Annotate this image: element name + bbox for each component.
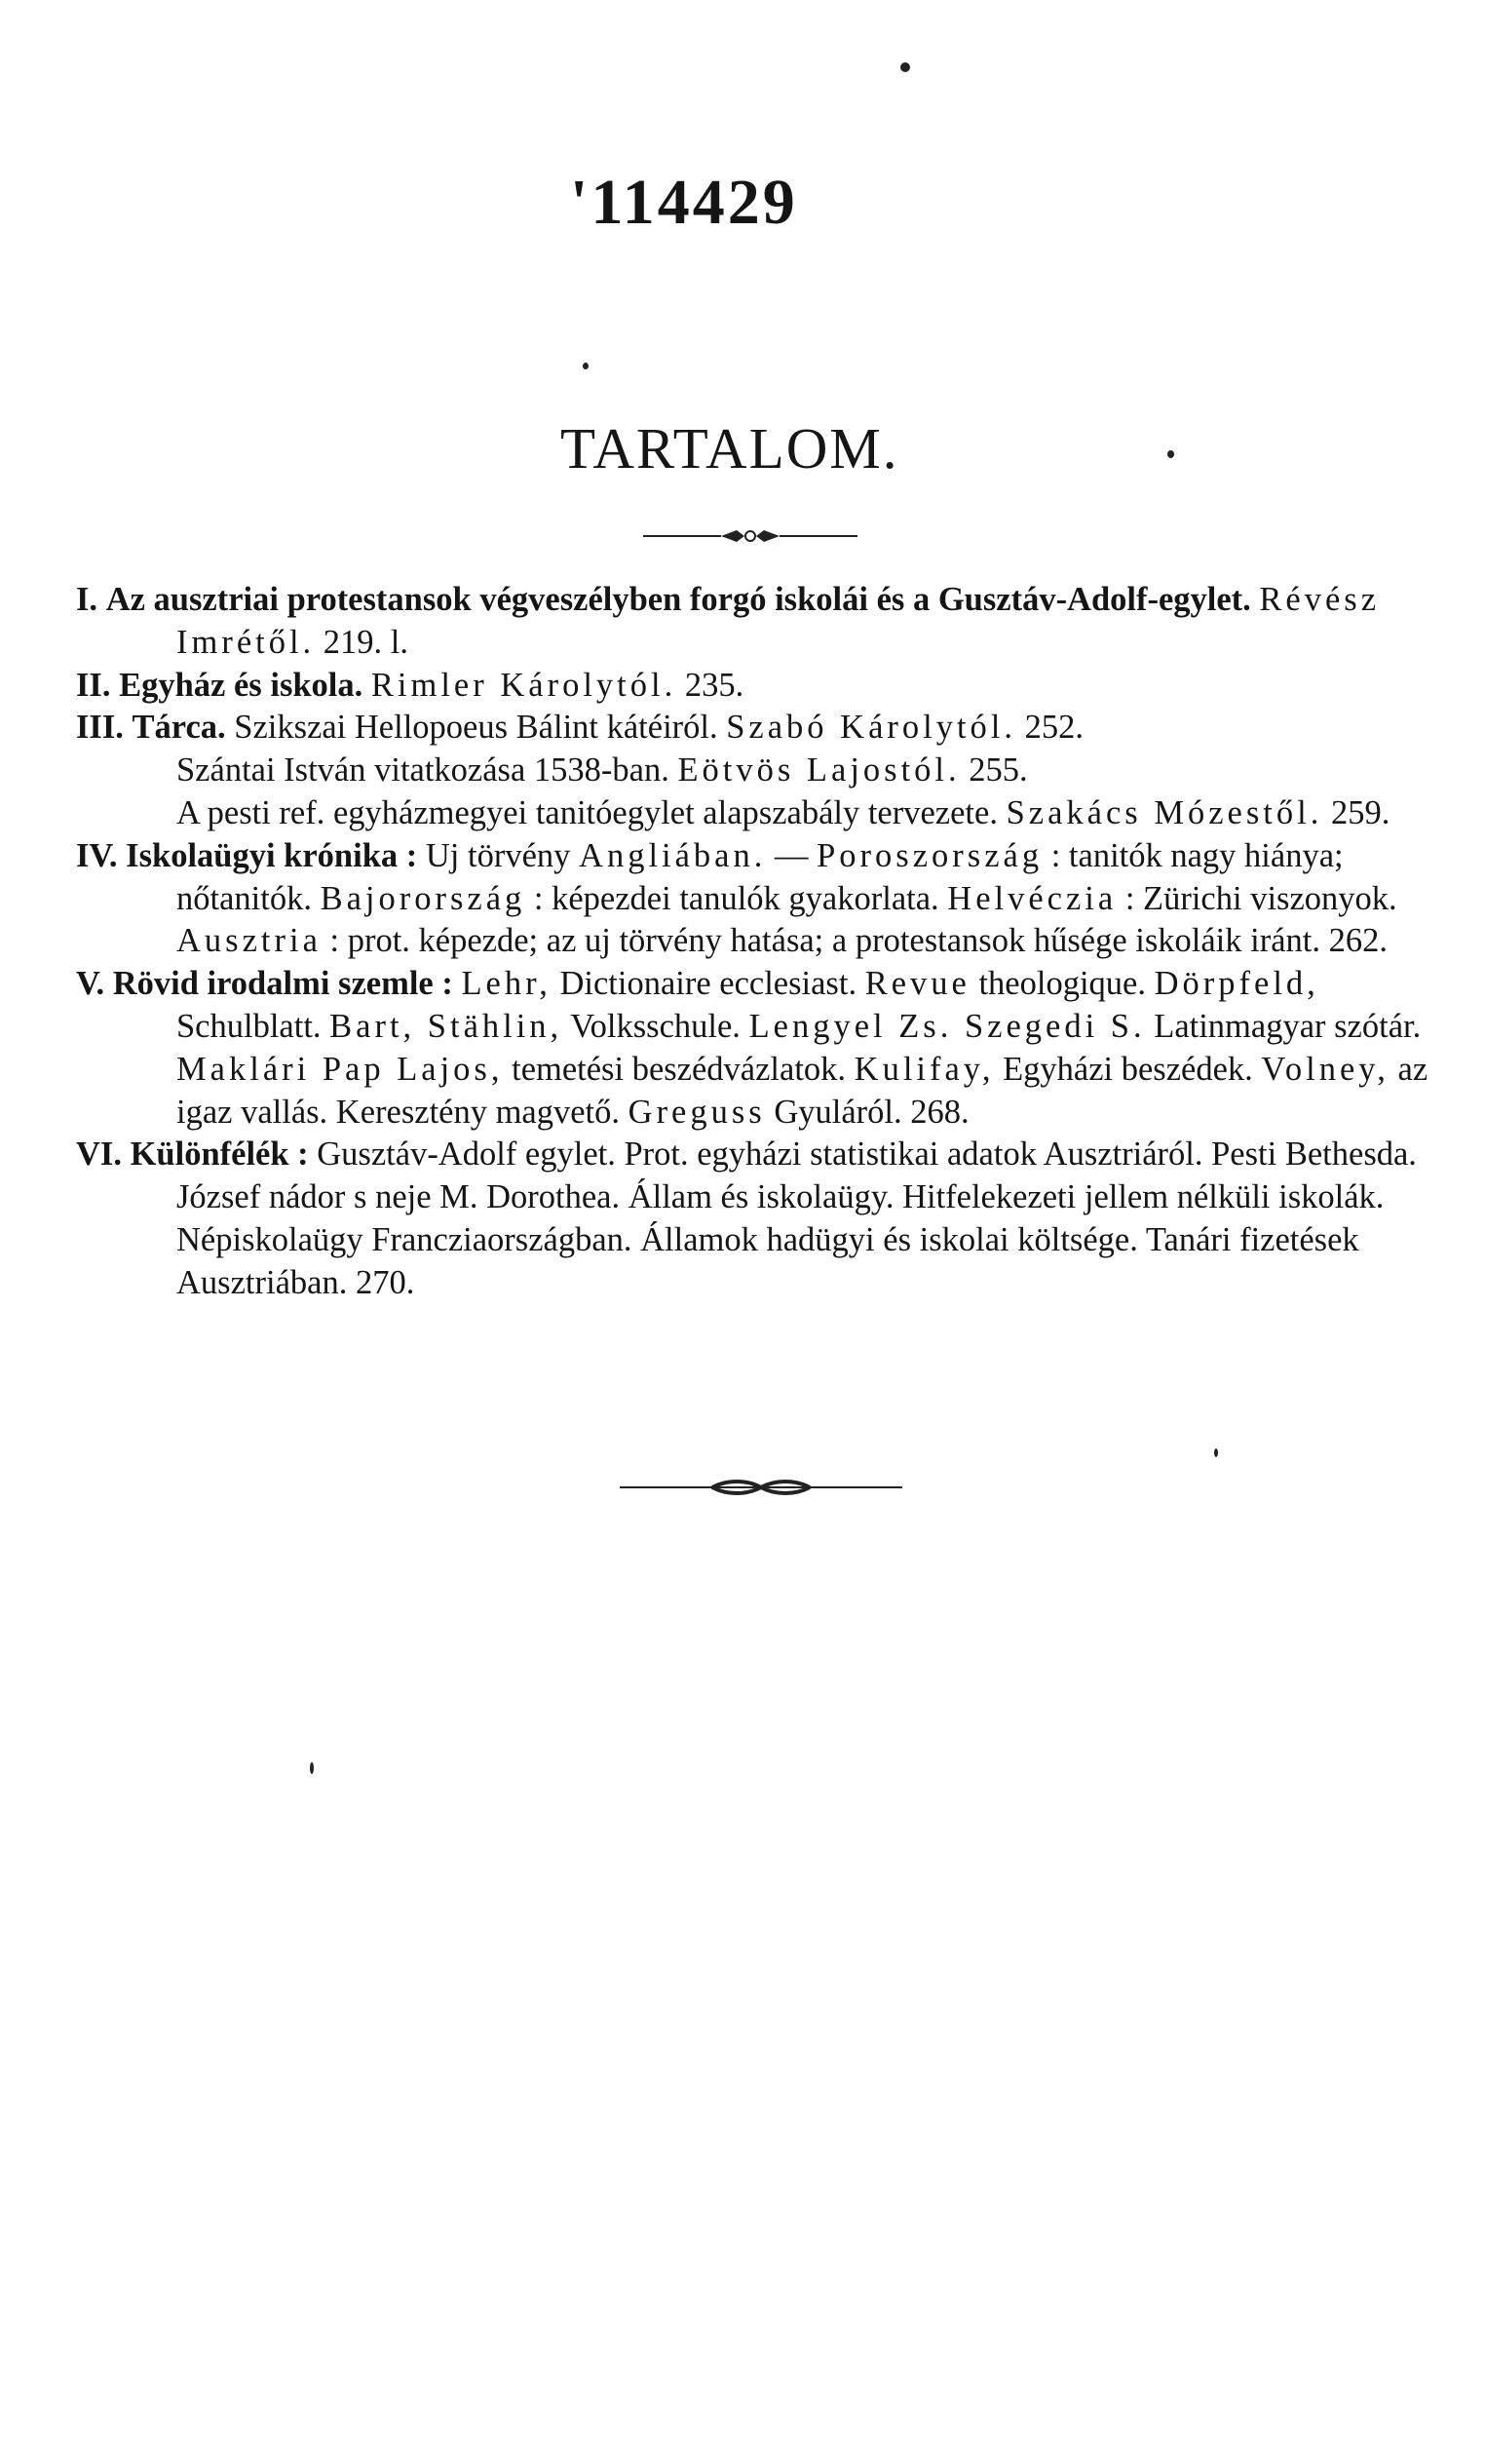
spaced-name: Angliában. bbox=[579, 836, 767, 874]
spaced-name: Poroszország bbox=[817, 836, 1044, 874]
entry-number: IV. bbox=[76, 836, 118, 874]
entry-item-author: Eötvös Lajostól. bbox=[677, 751, 961, 789]
entry-heading: Tárca. bbox=[132, 709, 226, 747]
entry-item-page: 259. bbox=[1330, 793, 1390, 831]
entry-author: Rimler Károlytól. bbox=[370, 666, 677, 704]
entry-body bbox=[176, 1136, 1417, 1300]
entry-text: Gyuláról. 268. bbox=[765, 1093, 970, 1131]
ink-speck bbox=[1167, 450, 1174, 458]
toc-entry-3 bbox=[76, 707, 1435, 750]
entry-text: Uj törvény bbox=[425, 836, 580, 874]
toc-entry-6 bbox=[76, 1134, 1435, 1304]
entry-text: : Zürichi viszonyok. bbox=[1117, 879, 1397, 917]
spaced-name: Dörpfeld, bbox=[1154, 965, 1319, 1003]
toc-entry-2 bbox=[76, 665, 1435, 708]
entry-text: Egyházi beszédek. bbox=[994, 1050, 1262, 1088]
page-title: TARTALOM. bbox=[560, 416, 899, 481]
spaced-name: Bart, Stählin, bbox=[329, 1007, 563, 1045]
spaced-name: Helvéczia bbox=[947, 879, 1118, 917]
entry-item-page: 252. bbox=[1024, 709, 1085, 747]
title-ornament bbox=[643, 524, 857, 548]
entry-text: Schulblatt. bbox=[176, 1007, 330, 1045]
toc-entry-3-item-3 bbox=[76, 792, 1435, 835]
toc-entry-5 bbox=[76, 963, 1435, 1134]
entry-heading: Az ausztriai protestansok végveszélyben forgó iskolái és a Gusztáv-Adolf-egylet. bbox=[105, 581, 1251, 618]
ink-speck bbox=[310, 1762, 314, 1774]
entry-number: VI. bbox=[76, 1136, 122, 1174]
entry-heading: Iskolaügyi krónika : bbox=[126, 836, 418, 874]
entry-text: — bbox=[766, 836, 818, 874]
entry-number: V. bbox=[76, 965, 105, 1003]
entry-heading: Rövid irodalmi szemle : bbox=[112, 965, 453, 1003]
toc-entry-4 bbox=[76, 835, 1435, 963]
ink-speck bbox=[900, 62, 910, 72]
entry-text: : prot. képezde; az uj törvény hatása; a protestansok hűsége iskoláik iránt. 262. bbox=[321, 922, 1388, 960]
entry-item-text: Szikszai Hellopoeus Bálint kátéiról. bbox=[234, 709, 718, 747]
entry-item-page: 255. bbox=[969, 751, 1028, 789]
entry-page: 219. l. bbox=[323, 623, 409, 661]
closing-ornament bbox=[620, 1478, 902, 1497]
spaced-name: Bajorország bbox=[320, 879, 526, 917]
spaced-name: Lehr, bbox=[461, 965, 552, 1003]
entry-number: I. bbox=[76, 581, 98, 618]
entry-text: Latinmagyar szótár. bbox=[1145, 1007, 1422, 1045]
ink-speck bbox=[583, 363, 589, 369]
spaced-name: Greguss bbox=[628, 1093, 766, 1131]
ink-speck bbox=[1214, 1448, 1218, 1457]
entry-item-text: A pesti ref. egyházmegyei tanitóegylet alapszabály tervezete. bbox=[176, 793, 998, 831]
table-of-contents bbox=[76, 579, 1435, 1305]
entry-text: theologique. bbox=[970, 965, 1155, 1003]
entry-number: II. bbox=[76, 666, 111, 704]
entry-text: : tanitók nagy hiánya; nőtanitók. bbox=[176, 836, 1344, 917]
entry-text: az igaz vallás. Keresztény magvető. bbox=[176, 1050, 1428, 1131]
catalog-number: '114429 bbox=[570, 167, 798, 238]
spaced-name: Volney, bbox=[1261, 1050, 1390, 1088]
spaced-name: Lengyel Zs. Szegedi S. bbox=[748, 1007, 1146, 1045]
entry-text: temetési beszédvázlatok. bbox=[503, 1050, 855, 1088]
entry-text: Dictionaire ecclesiast. bbox=[551, 965, 865, 1003]
entry-item-author: Szakács Mózestől. bbox=[1006, 793, 1323, 831]
spaced-name: Revue bbox=[864, 965, 971, 1003]
spaced-name: Maklári Pap Lajos, bbox=[176, 1050, 504, 1088]
spaced-name: Ausztria bbox=[176, 922, 322, 960]
entry-text: : képezdei tanulók gyakorlata. bbox=[525, 879, 948, 917]
entry-text: Gusztáv-Adolf egylet. Prot. egyházi statistikai adatok Ausztriáról. Pesti Bethesda. József nádor s neje M. Dorothea. Állam és iskolaügy. Hitfelekezeti jellem nélküli iskolák. Népiskolaügy Francziaországban. Államok hadügyi és iskolai költsége. Tanári fizetések Ausztriában. 270. bbox=[176, 1136, 1417, 1301]
entry-number: III. bbox=[76, 709, 124, 747]
entry-text: Volksschule. bbox=[562, 1007, 749, 1045]
spaced-name: Kulifay, bbox=[854, 1050, 995, 1088]
toc-entry-1 bbox=[76, 579, 1435, 665]
entry-item-text: Szántai István vitatkozása 1538-ban. bbox=[176, 751, 669, 789]
entry-item-author: Szabó Károlytól. bbox=[726, 709, 1017, 747]
entry-page: 235. bbox=[684, 666, 744, 704]
toc-entry-3-item-2 bbox=[76, 750, 1435, 792]
entry-heading: Egyház és iskola. bbox=[119, 666, 363, 704]
entry-heading: Különfélék : bbox=[130, 1136, 309, 1174]
entry-author: Révész Imrétől. bbox=[176, 581, 1381, 661]
